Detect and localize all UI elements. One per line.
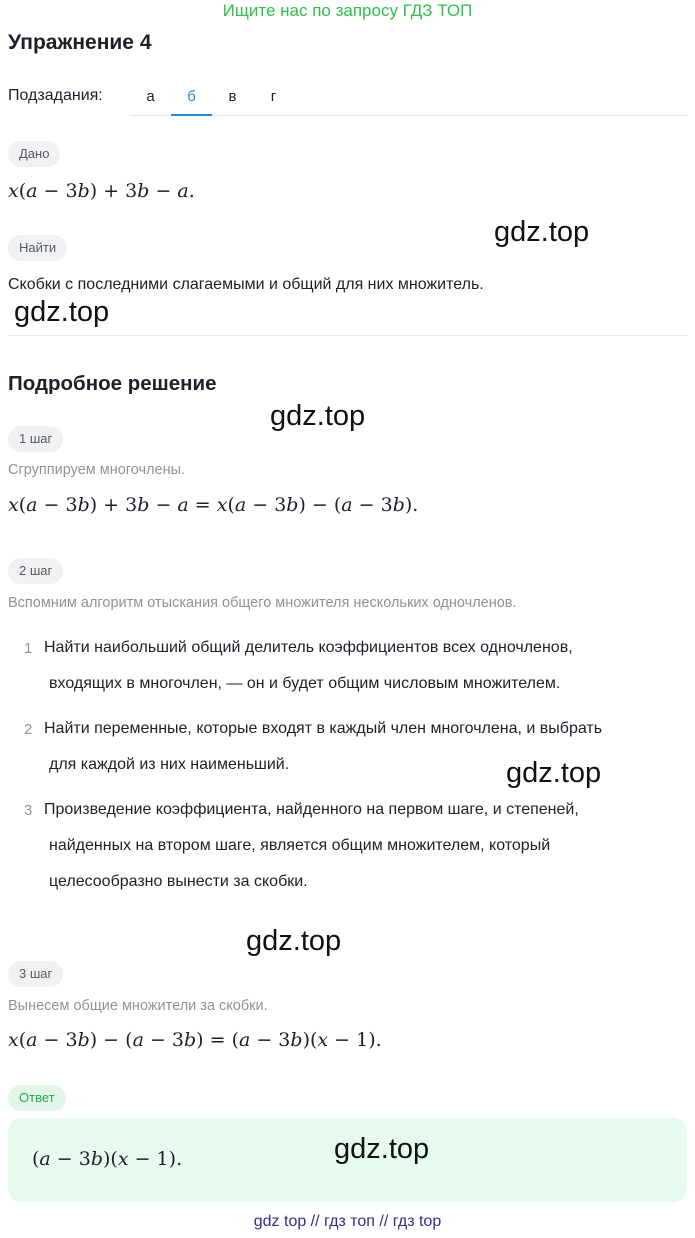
divider: [8, 335, 687, 336]
step-2-badge: 2 шаг: [8, 558, 63, 584]
watermark: gdz.top: [506, 757, 602, 789]
list-item-line: Найти переменные, которые входят в каждый член многочлена, и выбрать: [44, 720, 603, 737]
list-item-line: найденных на втором шаге, является общим множителем, который: [49, 837, 551, 854]
list-item: [44, 792, 579, 900]
watermark: gdz.top: [494, 216, 590, 248]
footer-link-gdz-top-ru[interactable]: гдз топ: [324, 1213, 375, 1230]
tab-v[interactable]: в: [228, 88, 237, 105]
list-item-line: Найти наибольший общий делитель коэффициентов всех одночленов,: [44, 639, 573, 656]
tab-g[interactable]: г: [270, 88, 277, 105]
step-1-expression: x(a − 3b) + 3b − a = x(a − 3b) − (a − 3b).: [8, 494, 419, 516]
tab-a[interactable]: а: [146, 88, 155, 105]
step-3-expression: x(a − 3b) − (a − 3b) = (a − 3b)(x − 1).: [8, 1029, 382, 1051]
solution-title: Подробное решение: [8, 372, 217, 395]
watermark: gdz.top: [14, 296, 110, 328]
footer-separator: //: [306, 1213, 325, 1230]
footer-link-gdz-top-mixed[interactable]: гдз top: [392, 1213, 442, 1230]
list-item-line: целесообразно вынести за скобки.: [49, 873, 308, 890]
given-badge: Дано: [8, 141, 60, 167]
step-2-caption: Вспомним алгоритм отыскания общего множителя нескольких одночленов.: [8, 595, 517, 611]
subtasks-tabs: [130, 78, 687, 116]
step-3-badge: 3 шаг: [8, 961, 63, 987]
subtasks-label: Подзадания:: [8, 87, 103, 104]
footer-links: [0, 1213, 695, 1231]
given-expression: x(a − 3b) + 3b − a.: [8, 180, 195, 202]
step-1-caption: Сгруппируем многочлены.: [8, 462, 186, 478]
page-title: Упражнение 4: [8, 31, 152, 54]
footer-link-gdz-top[interactable]: gdz top: [253, 1213, 307, 1230]
watermark: gdz.top: [334, 1133, 430, 1165]
list-item-line: для каждой из них наименьший.: [49, 756, 290, 773]
list-item-number: 3: [24, 802, 33, 819]
answer-badge: Ответ: [8, 1085, 66, 1111]
step-3-caption: Вынесем общие множители за скобки.: [8, 998, 268, 1014]
list-item-line: входящих в многочлен, — он и будет общим числовым множителем.: [49, 675, 561, 692]
list-item-number: 1: [24, 640, 33, 657]
top-search-link[interactable]: Ищите нас по запросу ГДЗ ТОП: [222, 1, 473, 20]
find-badge: Найти: [8, 235, 67, 261]
list-item-line: Произведение коэффициента, найденного на первом шаге, и степеней,: [44, 801, 579, 818]
footer-separator: //: [374, 1213, 393, 1230]
tab-b[interactable]: б: [171, 78, 212, 116]
step-1-badge: 1 шаг: [8, 426, 63, 452]
watermark: gdz.top: [270, 400, 366, 432]
find-text: Скобки с последними слагаемыми и общий для них множитель.: [8, 276, 484, 293]
list-item-number: 2: [24, 721, 33, 738]
watermark: gdz.top: [246, 925, 342, 957]
list-item: [44, 630, 573, 702]
answer-expression: (a − 3b)(x − 1).: [32, 1148, 183, 1170]
